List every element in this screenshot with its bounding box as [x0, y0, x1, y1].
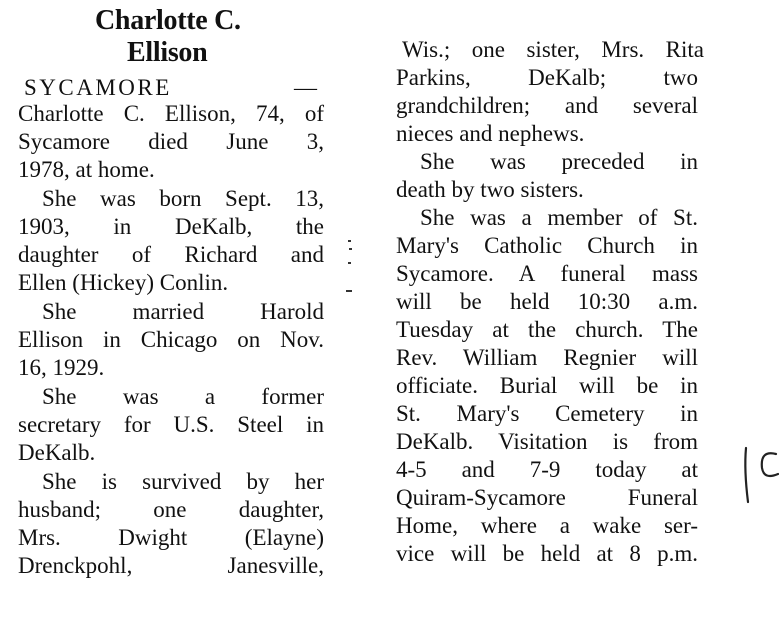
body-line: Mary's Catholic Church in — [396, 233, 698, 258]
speck — [348, 240, 351, 242]
dateline-dash: — — [294, 75, 317, 100]
body-line: 4-5 and 7-9 today at — [396, 457, 698, 482]
body-line: 1903, in DeKalb, the — [18, 214, 324, 239]
body-line: Ellen (Hickey) Conlin. — [18, 270, 229, 295]
headline-line-1: Charlotte C. — [95, 5, 241, 36]
body-line: Mrs. Dwight (Elayne) — [18, 525, 324, 550]
speck — [348, 262, 351, 264]
body-line: St. Mary's Cemetery in — [396, 401, 698, 426]
body-line: Rev. William Regnier will — [396, 345, 698, 370]
body-line: She was born Sept. 13, — [42, 186, 324, 211]
body-line: She was a member of St. — [420, 205, 698, 230]
body-line: Sycamore died June 3, — [18, 129, 324, 154]
body-line: vice will be held at 8 p.m. — [396, 541, 698, 566]
body-line: Home, where a wake ser- — [396, 513, 698, 538]
body-line: nieces and nephews. — [396, 121, 585, 146]
body-line: Sycamore. A funeral mass — [396, 261, 698, 286]
body-line: DeKalb. — [18, 440, 96, 465]
body-line: 16, 1929. — [18, 355, 105, 380]
body-line: grandchildren; and several — [396, 93, 698, 118]
body-line: officiate. Burial will be in — [396, 373, 698, 398]
body-line: will be held 10:30 a.m. — [396, 289, 698, 314]
body-line: Parkins, DeKalb; two — [396, 65, 698, 90]
body-line: Tuesday at the church. The — [396, 317, 698, 342]
dateline: SYCAMORE — [24, 75, 172, 100]
body-line: 1978, at home. — [18, 157, 155, 182]
body-line: daughter of Richard and — [18, 242, 324, 267]
body-line: Wis.; one sister, Mrs. Rita — [402, 37, 704, 62]
body-line: DeKalb. Visitation is from — [396, 429, 698, 454]
speck — [346, 290, 352, 292]
body-line: death by two sisters. — [396, 177, 584, 202]
speck — [349, 248, 352, 250]
body-line: Drenckpohl, Janesville, — [18, 553, 324, 578]
body-line: She is survived by her — [42, 469, 324, 494]
print-specks — [346, 200, 354, 300]
body-line: Ellison in Chicago on Nov. — [18, 327, 324, 352]
handwritten-margin-mark — [738, 440, 779, 510]
headline-line-2: Ellison — [127, 37, 208, 68]
body-line: husband; one daughter, — [18, 497, 324, 522]
body-line: She married Harold — [42, 299, 324, 324]
body-line: Quiram-Sycamore Funeral — [396, 485, 698, 510]
body-line: secretary for U.S. Steel in — [18, 412, 324, 437]
body-line: She was preceded in — [420, 149, 698, 174]
body-line: She was a former — [42, 384, 324, 409]
body-line: Charlotte C. Ellison, 74, of — [18, 101, 324, 126]
